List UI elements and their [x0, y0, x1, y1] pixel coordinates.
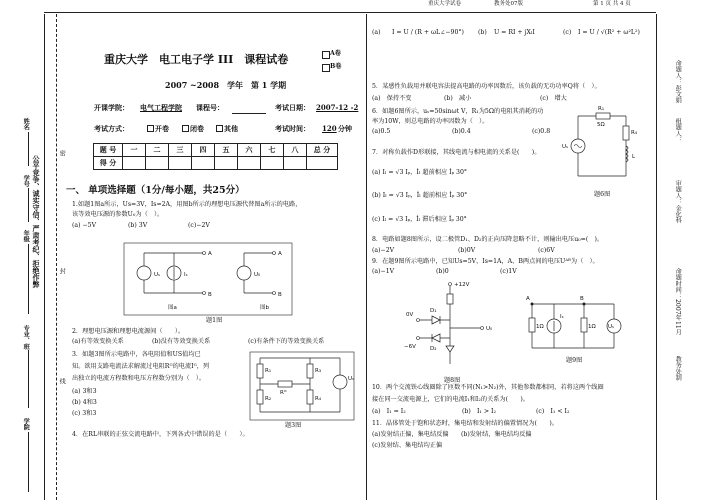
fig1-is-label: Iₛ: [184, 272, 188, 278]
q1-text-b: 该等效电压源的参数U₀为（ ）。: [72, 211, 164, 218]
diode-d1-icon: [432, 316, 440, 324]
score-header-cell: 一: [123, 144, 146, 157]
score-input-cell[interactable]: [307, 157, 338, 170]
fig6-l: L: [632, 154, 636, 160]
q3-text-b: 知。欲用支路电流法求解流过电阻Rᴳ的电流Iᴳ，列: [72, 363, 210, 370]
q10-text-a: 10．两个交流铁心线圈除了匝数不同(N₁>N₂)外，其他参数都相同，若将这两个线圈: [372, 384, 604, 391]
fig9-1ohm-b: 1Ω: [588, 324, 596, 330]
score-header-cell: 八: [284, 144, 307, 157]
score-input-cell[interactable]: [146, 157, 169, 170]
q1-opt-c: (c)−2V: [188, 222, 210, 229]
exam-title: 重庆大学 电工电子学 III 课程试卷: [104, 53, 289, 66]
zener-icon: [446, 346, 454, 352]
score-input-cell[interactable]: [215, 157, 238, 170]
fig6-caption: 题6图: [594, 191, 611, 198]
q11-opt-c: (c)发射结、集电结均正偏: [372, 442, 443, 449]
seal-feng: 封: [58, 268, 66, 275]
diode-d2-icon: [432, 334, 440, 342]
q4-text: 4．在RL串联的正弦交流电路中，下列各式中错误的是（ ）。: [72, 431, 249, 438]
mode-closed: 闭卷: [190, 124, 204, 133]
fig6-rl: R₄: [631, 130, 638, 136]
college-label: 学院: [22, 418, 30, 431]
fig8-12v: +12V: [454, 282, 470, 288]
name-label: 姓名: [22, 118, 30, 131]
q9-opt-a: (a)−1V: [372, 268, 395, 275]
date-value: 2007-12 -2: [316, 103, 359, 112]
voltage-source-icon: [137, 266, 151, 280]
q10-opt-c: (c) I₁ < I₂: [536, 408, 570, 415]
fig9-a: A: [526, 296, 530, 302]
fig3-us: Uₛ: [348, 376, 355, 382]
right-border: [656, 14, 657, 500]
fig6-5ohm: 5Ω: [597, 122, 605, 128]
checkbox-other[interactable]: [216, 125, 223, 132]
q1-opt-b: (b) 3V: [128, 222, 148, 229]
figure-6-circuit: [562, 104, 650, 188]
fig1-u0-label: U₀: [254, 272, 261, 278]
q9-opt-c: (c)1V: [500, 268, 517, 275]
q2-opt-b: (b)没有等效变换关系: [152, 338, 211, 345]
q3-opt-b: (b) 4和3: [72, 399, 97, 406]
checkbox-a[interactable]: [322, 51, 330, 59]
fig1b-label: 图b: [260, 305, 269, 311]
time-label: 考试时间：: [275, 124, 310, 133]
score-header-cell: 五: [215, 144, 238, 157]
header-rule: [44, 12, 656, 13]
score-input-cell[interactable]: [238, 157, 261, 170]
fig8-caption: 题8图: [444, 377, 461, 384]
score-input-cell[interactable]: [123, 157, 146, 170]
fig3-r1: R₁: [265, 368, 272, 374]
q3-text-a: 3．如题3图所示电路中，各电阻值和US值均已: [72, 351, 201, 358]
fig9-b: B: [580, 296, 584, 302]
time-unit: 分钟: [338, 124, 352, 133]
fig1b-b-label: B: [278, 292, 282, 298]
fig8-u0: U₀: [486, 326, 493, 332]
college-field-label: 开课学院：: [94, 103, 129, 112]
q1-text-a: 1.如题1图a所示，Us=3V，Is=2A，用图b所示的理想电压源代替图a所示的电路，: [72, 201, 302, 208]
fig8-0v: 0V: [406, 312, 414, 318]
fig1-us-label: Uₛ: [154, 272, 161, 278]
student-id-label: 学号: [22, 175, 30, 188]
q2-text: 2．理想电压源和理想电流源间（ ）。: [72, 328, 185, 335]
section-heading: 一、 单项选择题（1分/每小题，共25分）: [66, 185, 245, 196]
q8-opt-a: (a)−2V: [372, 247, 395, 254]
fig3-rg: Rᴳ: [280, 390, 287, 396]
fig9-us: Uₛ: [608, 324, 615, 330]
major-class-label: 专业、班: [22, 325, 30, 350]
q8-opt-b: (b)0V: [458, 247, 476, 254]
column-divider: [366, 14, 367, 500]
score-header-cell: 六: [238, 144, 261, 157]
q7-opt-a: (a) Iₗ = √3 Iₚ，İₗ 超前相应 İₚ 30°: [372, 169, 467, 176]
seal-mi: 密: [58, 150, 66, 157]
q6-opt-a: (a)0.5: [372, 128, 391, 135]
q11-text: 11．晶体管处于饱和状态时，集电结和发射结的偏置情况为( )。: [372, 420, 558, 427]
header-page: 第 1 页 共 4 页: [593, 1, 631, 7]
fig6-r1: R₁: [598, 106, 605, 112]
mode-other: 其他: [224, 124, 238, 133]
q2-opt-c: (c)有条件下的等效变换关系: [248, 338, 325, 345]
score-input-cell[interactable]: [261, 157, 284, 170]
fig9-1ohm-a: 1Ω: [536, 324, 544, 330]
score-input-cell[interactable]: [284, 157, 307, 170]
q6-opt-b: (b)0.4: [452, 128, 471, 135]
binding-line-inner: [56, 14, 57, 500]
fig1a-label: 图a: [168, 305, 177, 311]
fig1-a-label: A: [208, 251, 212, 257]
figure-3-circuit: [250, 352, 356, 420]
seal-xian: 线: [58, 378, 66, 385]
q8-opt-c: (c)6V: [538, 247, 555, 254]
header-school: 重庆大学试卷: [428, 1, 462, 7]
figure-1-circuit: [124, 243, 294, 315]
q2-opt-a: (a)有等效变换关系: [72, 338, 124, 345]
score-header-cell: 七: [261, 144, 284, 157]
fig9-caption: 题9图: [566, 357, 583, 364]
mode-open: 开卷: [155, 124, 169, 133]
q10-opt-a: (a) I₁ = I₂: [372, 408, 406, 415]
checkbox-open[interactable]: [147, 125, 154, 132]
q3-opt-a: (a) 3和3: [72, 388, 97, 395]
paper-a: A卷: [330, 50, 341, 57]
q11-opt-ab: (a)发射结正偏，集电结反偏 (b)发射结，集电结均反偏: [372, 431, 532, 438]
q5-text: 5．某感性负载用并联电容法提高电路的功率因数后，该负载的无功功率Q将（ ）。: [372, 83, 601, 90]
score-header-cell: 四: [192, 144, 215, 157]
q4-formula-c: I = U / √(R² + ω²L²): [578, 29, 640, 36]
course-no-label: 课程号：: [196, 103, 224, 112]
q4-formula-a: I = U / (R + ωL∠−90°): [392, 29, 464, 36]
fig3-r4: R₄: [315, 396, 322, 402]
fig1b-a-label: A: [278, 251, 282, 257]
office-text: 教务处制: [674, 356, 682, 381]
paper-b: B卷: [330, 63, 342, 70]
fig1-b-label: B: [208, 292, 212, 298]
q8-text: 8．电路如题8图所示，设二极管D₁、D₂的正向压降忽略不计，则输出电压u₀=( )。: [372, 236, 604, 243]
q7-opt-b: (b) Iₗ = √3 Iₚ，İₗ 超前相应 İₚ 30°: [372, 192, 468, 199]
fig3-r2: R₂: [265, 396, 272, 402]
fig8-m6v: −6V: [404, 344, 416, 350]
q4-opt-c: (c): [563, 29, 572, 36]
voltage-source-icon: [333, 375, 347, 389]
q10-text-b: 接在同一交流电源上，它们的电流I₁和I₂的关系为( )。: [372, 396, 529, 403]
time-value: 120: [322, 124, 337, 133]
score-table: [93, 143, 338, 170]
header-office: 教务处07版: [494, 1, 523, 7]
q7-opt-c: (c) Iₗ = √3 Iₚ，İₗ 滞后相应 İₚ 30°: [372, 216, 467, 223]
date-label: 考试日期：: [275, 103, 310, 112]
score-input-cell[interactable]: [169, 157, 192, 170]
fig3-r3: R₃: [315, 368, 322, 374]
q10-opt-b: (b) I₁ > I₂: [462, 408, 496, 415]
score-input-cell[interactable]: [192, 157, 215, 170]
q6-text-a: 6．如题6图所示，uₛ=50sinωt V，R₁为5Ω的电阻其消耗的功: [372, 108, 544, 115]
q6-opt-c: (c)0.8: [532, 128, 551, 135]
fig8-d1: D₁: [430, 308, 437, 314]
time-text: 命题时间：2007年11月: [674, 268, 682, 336]
checkbox-closed[interactable]: [182, 125, 189, 132]
figure-8-circuit: [404, 280, 520, 376]
college-value: 电气工程学院: [140, 103, 182, 112]
fig8-d2: D₂: [430, 346, 437, 352]
fig1-caption: 题1图: [206, 317, 223, 324]
q4-opt-a: (a): [372, 29, 381, 36]
reviewer-text: 审题人：金化科: [674, 180, 682, 224]
voltage-source-icon: [237, 266, 251, 280]
figure-9-circuit: [524, 296, 624, 356]
binding-line-outer: [44, 14, 45, 500]
fig3-caption: 题3图: [285, 422, 302, 429]
q5-opt-b: (b) 减小: [444, 95, 472, 102]
score-header-cell: 二: [146, 144, 169, 157]
q9-opt-b: (b)0: [436, 268, 449, 275]
q7-text: 7．对称负载作D形联接，其线电流与相电流的关系是( )。: [372, 149, 541, 156]
mode-label: 考试方式：: [94, 124, 129, 133]
score-header-cell: 题 号: [94, 144, 123, 157]
honesty-pledge: 公平竞争、诚实守信、严肃考纪、拒绝作弊: [32, 155, 41, 288]
q4-opt-b: (b): [478, 29, 487, 36]
grade-label: 年级: [22, 230, 30, 243]
q3-text-c: 出独立的电流方程数和电压方程数分别为（ ）。: [72, 375, 206, 382]
fig9-is: Iₛ: [560, 314, 564, 320]
q1-opt-a: (a) −5V: [72, 222, 97, 229]
checkbox-b[interactable]: [322, 64, 330, 72]
q4-formula-b: U = RI + jXₗI: [494, 29, 535, 36]
score-header-cell: 三: [169, 144, 192, 157]
q3-opt-c: (c) 3和3: [72, 410, 97, 417]
q5-opt-c: (c) 增大: [540, 95, 567, 102]
q9-text: 9．在题9图所示电路中，已知Us=5V，Is=1A，A、B两点间的电压Uᴬᴮ为（ ）。: [372, 258, 599, 265]
q6-text-b: 率为10W，则总电路的功率因数为（ ）。: [372, 118, 489, 125]
author-text: 命题人：彭文娟: [674, 60, 682, 104]
academic-year: 2007 ~2008 学年 第 1 学期: [165, 80, 287, 90]
q5-opt-a: (a) 保持不变: [372, 95, 412, 102]
fig6-us: Uₛ: [562, 144, 569, 150]
score-header-cell: 总 分: [307, 144, 338, 157]
score-label-cell: 得 分: [94, 157, 123, 170]
group-text: 组题人：: [674, 118, 682, 143]
